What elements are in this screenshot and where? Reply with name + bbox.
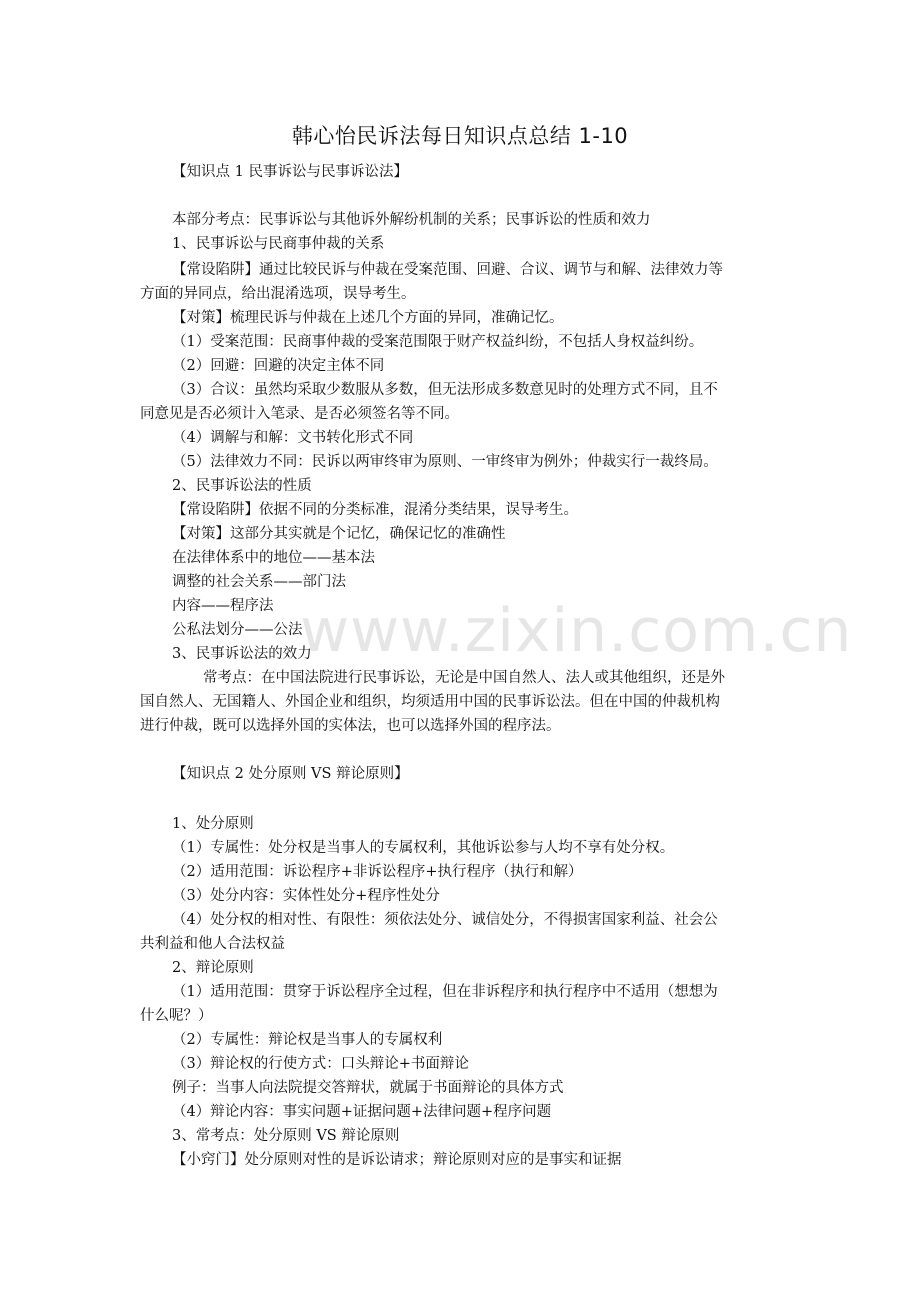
paragraph-line: 国自然人、无国籍人、外国企业和组织，均须适用中国的民事诉讼法。但在中国的仲裁机构: [140, 694, 720, 710]
paragraph-line: 【常设陷阱】通过比较民诉与仲裁在受案范围、回避、合议、调节与和解、法律效力等: [172, 262, 723, 278]
paragraph-line: 【常设陷阱】依据不同的分类标准，混淆分类结果，误导考生。: [172, 502, 578, 518]
paragraph-line: 什么呢？）: [140, 1008, 213, 1024]
paragraph-line: 进行仲裁，既可以选择外国的实体法，也可以选择外国的程序法。: [140, 718, 561, 734]
paragraph-line: 【对策】梳理民诉与仲裁在上述几个方面的异同，准确记忆。: [172, 310, 564, 326]
paragraph-line: 内容——程序法: [172, 598, 274, 614]
paragraph-line: 共利益和他人合法权益: [140, 936, 285, 952]
subheading: 1、处分原则: [172, 816, 254, 832]
paragraph-line: 在法律体系中的地位——基本法: [172, 550, 375, 566]
list-item: （3）合议：虽然均采取少数服从多数，但无法形成多数意见时的处理方式不同，且不: [172, 382, 718, 398]
section-heading-2: 【知识点 2 处分原则 VS 辩论原则】: [172, 766, 409, 782]
list-item: （2）适用范围：诉讼程序+非诉讼程序+执行程序（执行和解）: [172, 864, 583, 880]
paragraph-line: 同意见是否必须计入笔录、是否必须签名等不同。: [140, 406, 459, 422]
list-item: （4）辩论内容：事实问题+证据问题+法律问题+程序问题: [172, 1104, 552, 1120]
paragraph-line: 调整的社会关系——部门法: [172, 574, 346, 590]
list-item: （2）专属性：辩论权是当事人的专属权利: [172, 1032, 443, 1048]
paragraph-line: 【小窍门】处分原则对性的是诉讼请求；辩论原则对应的是事实和证据: [172, 1152, 622, 1168]
subheading: 2、辩论原则: [172, 960, 254, 976]
paragraph-line: 公私法划分——公法: [172, 622, 303, 638]
paragraph-line: 本部分考点：民事诉讼与其他诉外解纷机制的关系；民事诉讼的性质和效力: [172, 212, 651, 228]
list-item: （4）调解与和解：文书转化形式不同: [172, 430, 414, 446]
subheading: 3、常考点：处分原则 VS 辩论原则: [172, 1128, 400, 1144]
subheading: 2、民事诉讼法的性质: [172, 478, 312, 494]
paragraph-line: 【对策】这部分其实就是个记忆，确保记忆的准确性: [172, 526, 506, 542]
list-item: （1）专属性：处分权是当事人的专属权利，其他诉讼参与人均不享有处分权。: [172, 840, 675, 856]
list-item: （1）适用范围：贯穿于诉讼程序全过程，但在非诉程序和执行程序中不适用（想想为: [172, 984, 718, 1000]
list-item: （5）法律效力不同：民诉以两审终审为原则、一审终审为例外；仲裁实行一裁终局。: [172, 454, 718, 470]
section-heading-1: 【知识点 1 民事诉讼与民事诉讼法】: [172, 164, 408, 180]
subheading: 3、民事诉讼法的效力: [172, 646, 312, 662]
page-title: 韩心怡民诉法每日知识点总结 1-10: [291, 124, 629, 148]
paragraph-line: 常考点：在中国法院进行民事诉讼，无论是中国自然人、法人或其他组织，还是外: [203, 670, 725, 686]
list-item: （4）处分权的相对性、有限性：须依法处分、诚信处分，不得损害国家利益、社会公: [172, 912, 718, 928]
list-item: （2）回避：回避的决定主体不同: [172, 358, 385, 374]
watermark: www.zixin.com.cn: [300, 596, 853, 666]
list-item: （1）受案范围：民商事仲裁的受案范围限于财产权益纠纷，不包括人身权益纠纷。: [172, 334, 704, 350]
list-item: （3）处分内容：实体性处分+程序性处分: [172, 888, 440, 904]
subheading: 1、民事诉讼与民商事仲裁的关系: [172, 236, 385, 252]
list-item: （3）辩论权的行使方式：口头辩论+书面辩论: [172, 1056, 469, 1072]
paragraph-line: 例子：当事人向法院提交答辩状，就属于书面辩论的具体方式: [172, 1080, 564, 1096]
paragraph-line: 方面的异同点，给出混淆选项，误导考生。: [140, 286, 416, 302]
